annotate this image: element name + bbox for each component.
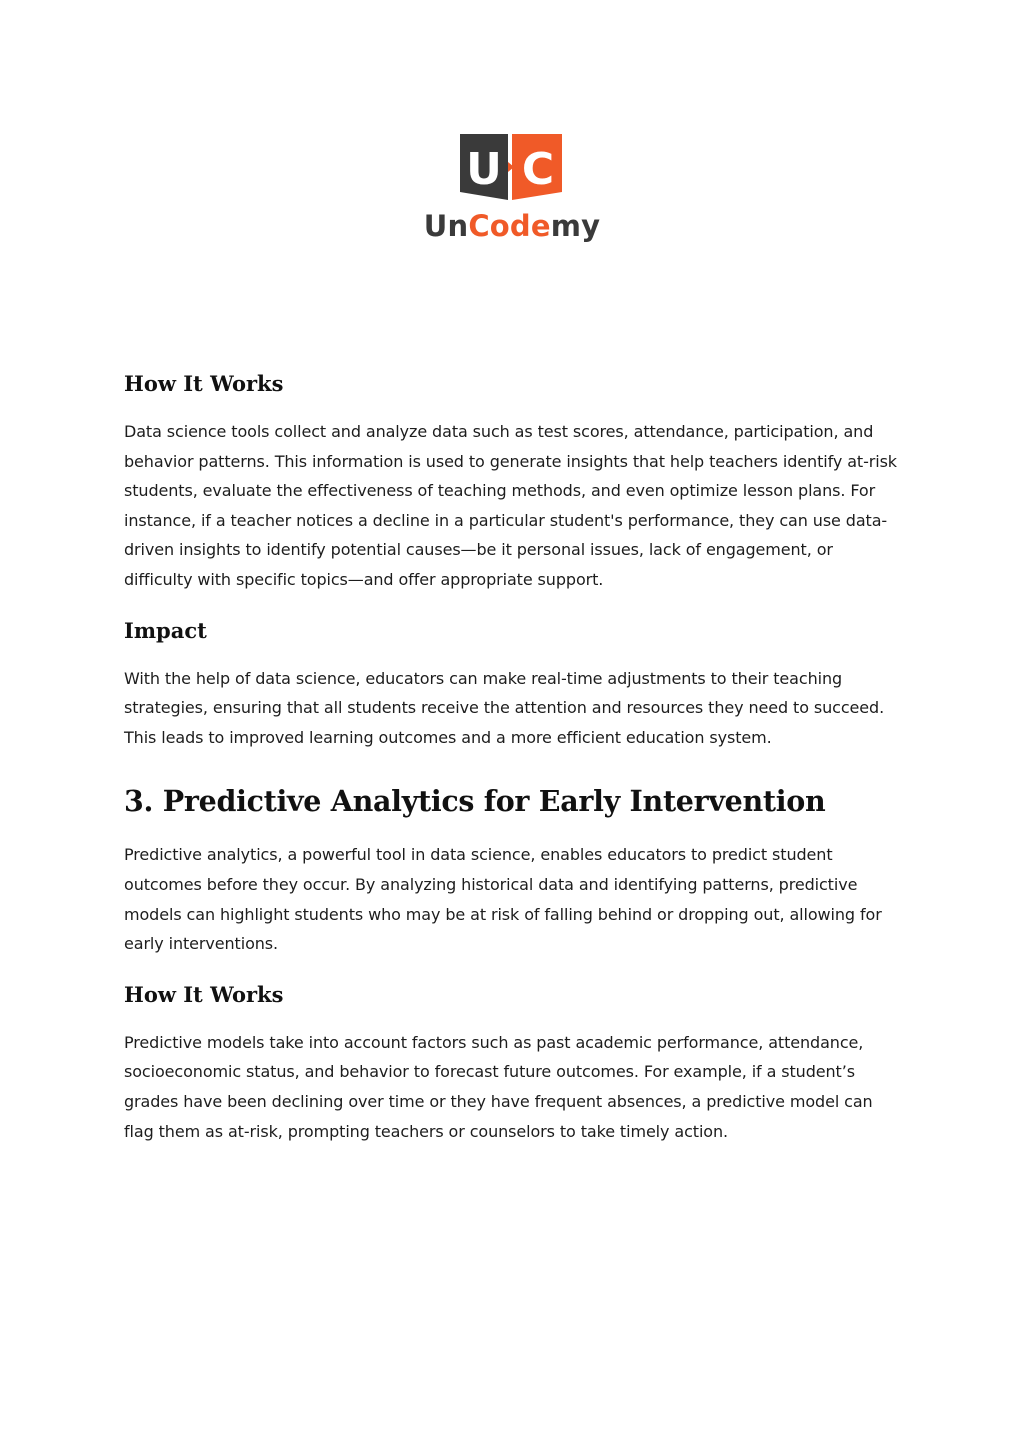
section-heading-how-it-works: How It Works: [124, 371, 284, 396]
logo-word-un: Un: [423, 209, 469, 243]
section-heading-impact: Impact: [124, 617, 207, 643]
logo-wordmark: [0, 208, 1024, 244]
logo-letter-c: C: [521, 144, 555, 195]
article-content: [124, 369, 904, 1167]
uncodemy-logo: [0, 132, 1024, 252]
logo-word-my: my: [550, 209, 601, 243]
paragraph-predictive-analytics: Predictive analytics, a powerful tool in data science, enables educators to predict student outcomes before they occur. By analyzing historical data and identifying patterns, predictive models can highlight students who may be at risk of falling behind or dropping out, allowing for early interventions.: [124, 845, 882, 954]
paragraph-how-it-works-2: Predictive models take into account factors such as past academic performance, attendance, socioeconomic status, and behavior to forecast future outcomes. For example, if a student’s grades have been declining over time or they have frequent absences, a predictive model can flag them as at-risk, prompting teachers or counselors to take timely action.: [124, 1032, 873, 1141]
uc-logo-icon: [458, 132, 564, 202]
section-heading-how-it-works-2: How It Works: [124, 981, 284, 1007]
section-heading-predictive-analytics: 3. Predictive Analytics for Early Intervention: [124, 784, 826, 819]
paragraph-how-it-works: Data science tools collect and analyze data such as test scores, attendance, participation, and behavior patterns. This information is used to generate insights that help teachers identify at-risk students, evaluate the effectiveness of teaching methods, and even optimize lesson plans. For instance, if a teacher notices a decline in a particular student's performance, they can use data-driven insights to identify potential causes—be it personal issues, lack of engagement, or difficulty with specific topics—and offer appropriate support.: [124, 422, 897, 589]
logo-letter-u: U: [466, 144, 502, 195]
paragraph-impact: With the help of data science, educators can make real-time adjustments to their teaching strategies, ensuring that all students receive the attention and resources they need to succeed. This leads to improved learning outcomes and a more efficient education system.: [124, 668, 885, 747]
logo-word-code: Code: [468, 209, 551, 243]
